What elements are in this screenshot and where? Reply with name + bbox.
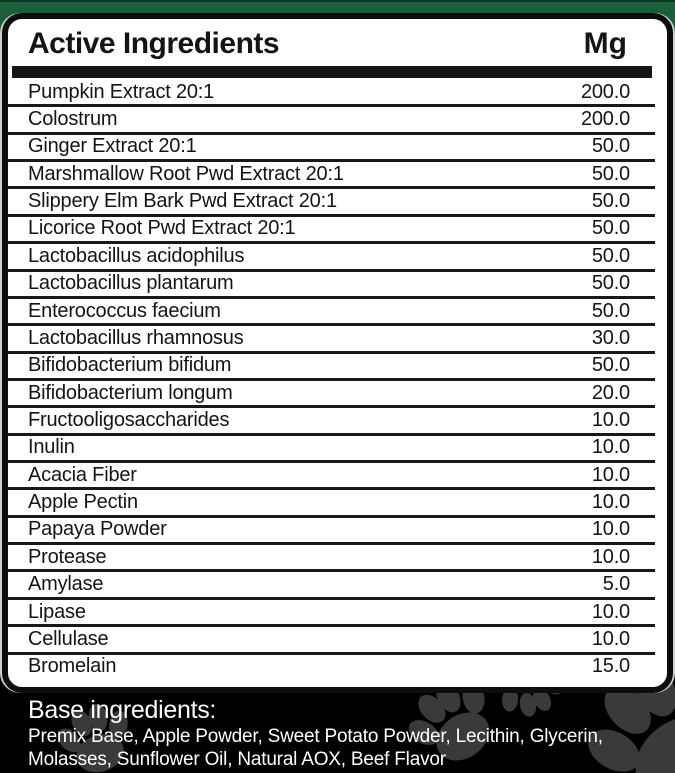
ingredient-amount: 20.0: [591, 381, 630, 404]
base-ingredients-line: Molasses, Sunflower Oil, Natural AOX, Beef Flavor: [28, 749, 446, 770]
ingredient-amount: 15.0: [591, 655, 630, 678]
table-row: [8, 299, 655, 326]
ingredient-name: Acacia Fiber: [28, 463, 137, 486]
ingredient-amount: 50.0: [591, 162, 630, 185]
active-ingredients-panel: [2, 13, 673, 693]
table-row: [8, 162, 655, 189]
table-row: [8, 463, 655, 490]
ingredient-name: Protease: [28, 545, 107, 568]
ingredient-amount: 50.0: [591, 244, 630, 267]
table-row: [8, 408, 655, 435]
table-row: [8, 627, 655, 654]
base-ingredients-label: Base ingredients:: [28, 696, 217, 724]
table-row: [8, 436, 655, 463]
ingredient-amount: 50.0: [591, 217, 630, 240]
ingredient-name: Papaya Powder: [28, 518, 167, 541]
table-row: [8, 189, 655, 216]
ingredient-amount: 50.0: [591, 272, 630, 295]
table-row: [8, 80, 655, 107]
ingredient-name: Ginger Extract 20:1: [28, 135, 197, 158]
ingredient-name: Bromelain: [28, 655, 117, 678]
table-row: [8, 326, 655, 353]
ingredient-name: Enterococcus faecium: [28, 299, 221, 322]
ingredient-name: Lactobacillus rhamnosus: [28, 326, 244, 349]
ingredient-amount: 10.0: [591, 627, 630, 650]
table-row: [8, 572, 655, 599]
table-row: [8, 518, 655, 545]
ingredient-name: Licorice Root Pwd Extract 20:1: [28, 217, 296, 240]
ingredient-name: Bifidobacterium longum: [28, 381, 233, 404]
table-row: [8, 381, 655, 408]
unit-column-header: Mg: [583, 27, 627, 60]
table-row: [8, 244, 655, 271]
table-header: [8, 19, 667, 65]
ingredient-amount: 10.0: [591, 436, 630, 459]
ingredient-amount: 10.0: [591, 463, 630, 486]
table-row: [8, 545, 655, 572]
table-row: [8, 354, 655, 381]
ingredient-amount: 10.0: [591, 600, 630, 623]
table-row: [8, 107, 655, 134]
ingredient-table: [8, 80, 655, 679]
table-row: [8, 655, 655, 679]
ingredient-amount: 50.0: [591, 135, 630, 158]
ingredient-name: Lactobacillus acidophilus: [28, 244, 245, 267]
ingredient-amount: 10.0: [591, 408, 630, 431]
table-row: [8, 490, 655, 517]
table-row: [8, 135, 655, 162]
base-ingredients-section: [0, 693, 675, 773]
ingredient-name: Apple Pectin: [28, 491, 138, 514]
ingredient-amount: 200.0: [580, 80, 630, 103]
ingredient-name: Lactobacillus plantarum: [28, 272, 234, 295]
ingredient-name: Lipase: [28, 600, 86, 623]
ingredient-amount: 30.0: [591, 326, 630, 349]
ingredient-amount: 5.0: [602, 573, 630, 596]
table-row: [8, 272, 655, 299]
base-ingredients-line: Premix Base, Apple Powder, Sweet Potato Powder, Lecithin, Glycerin,: [28, 726, 603, 747]
ingredient-name: Amylase: [28, 573, 104, 596]
ingredient-amount: 200.0: [580, 108, 630, 131]
ingredient-amount: 10.0: [591, 545, 630, 568]
ingredient-amount: 50.0: [591, 299, 630, 322]
table-row: [8, 600, 655, 627]
ingredient-name: Slippery Elm Bark Pwd Extract 20:1: [28, 190, 337, 213]
ingredient-name: Bifidobacterium bifidum: [28, 354, 232, 377]
ingredient-name: Colostrum: [28, 108, 118, 131]
ingredient-name: Inulin: [28, 436, 75, 459]
header-divider-bar: [12, 66, 652, 78]
ingredient-amount: 50.0: [591, 354, 630, 377]
ingredient-amount: 10.0: [591, 518, 630, 541]
ingredient-name: Cellulase: [28, 627, 109, 650]
ingredient-amount: 50.0: [591, 190, 630, 213]
ingredient-amount: 10.0: [591, 491, 630, 514]
ingredient-name: Pumpkin Extract 20:1: [28, 80, 215, 103]
ingredient-name: Marshmallow Root Pwd Extract 20:1: [28, 162, 344, 185]
ingredient-name: Fructooligosaccharides: [28, 408, 230, 431]
table-row: [8, 217, 655, 244]
page-title: Active Ingredients: [28, 27, 280, 60]
